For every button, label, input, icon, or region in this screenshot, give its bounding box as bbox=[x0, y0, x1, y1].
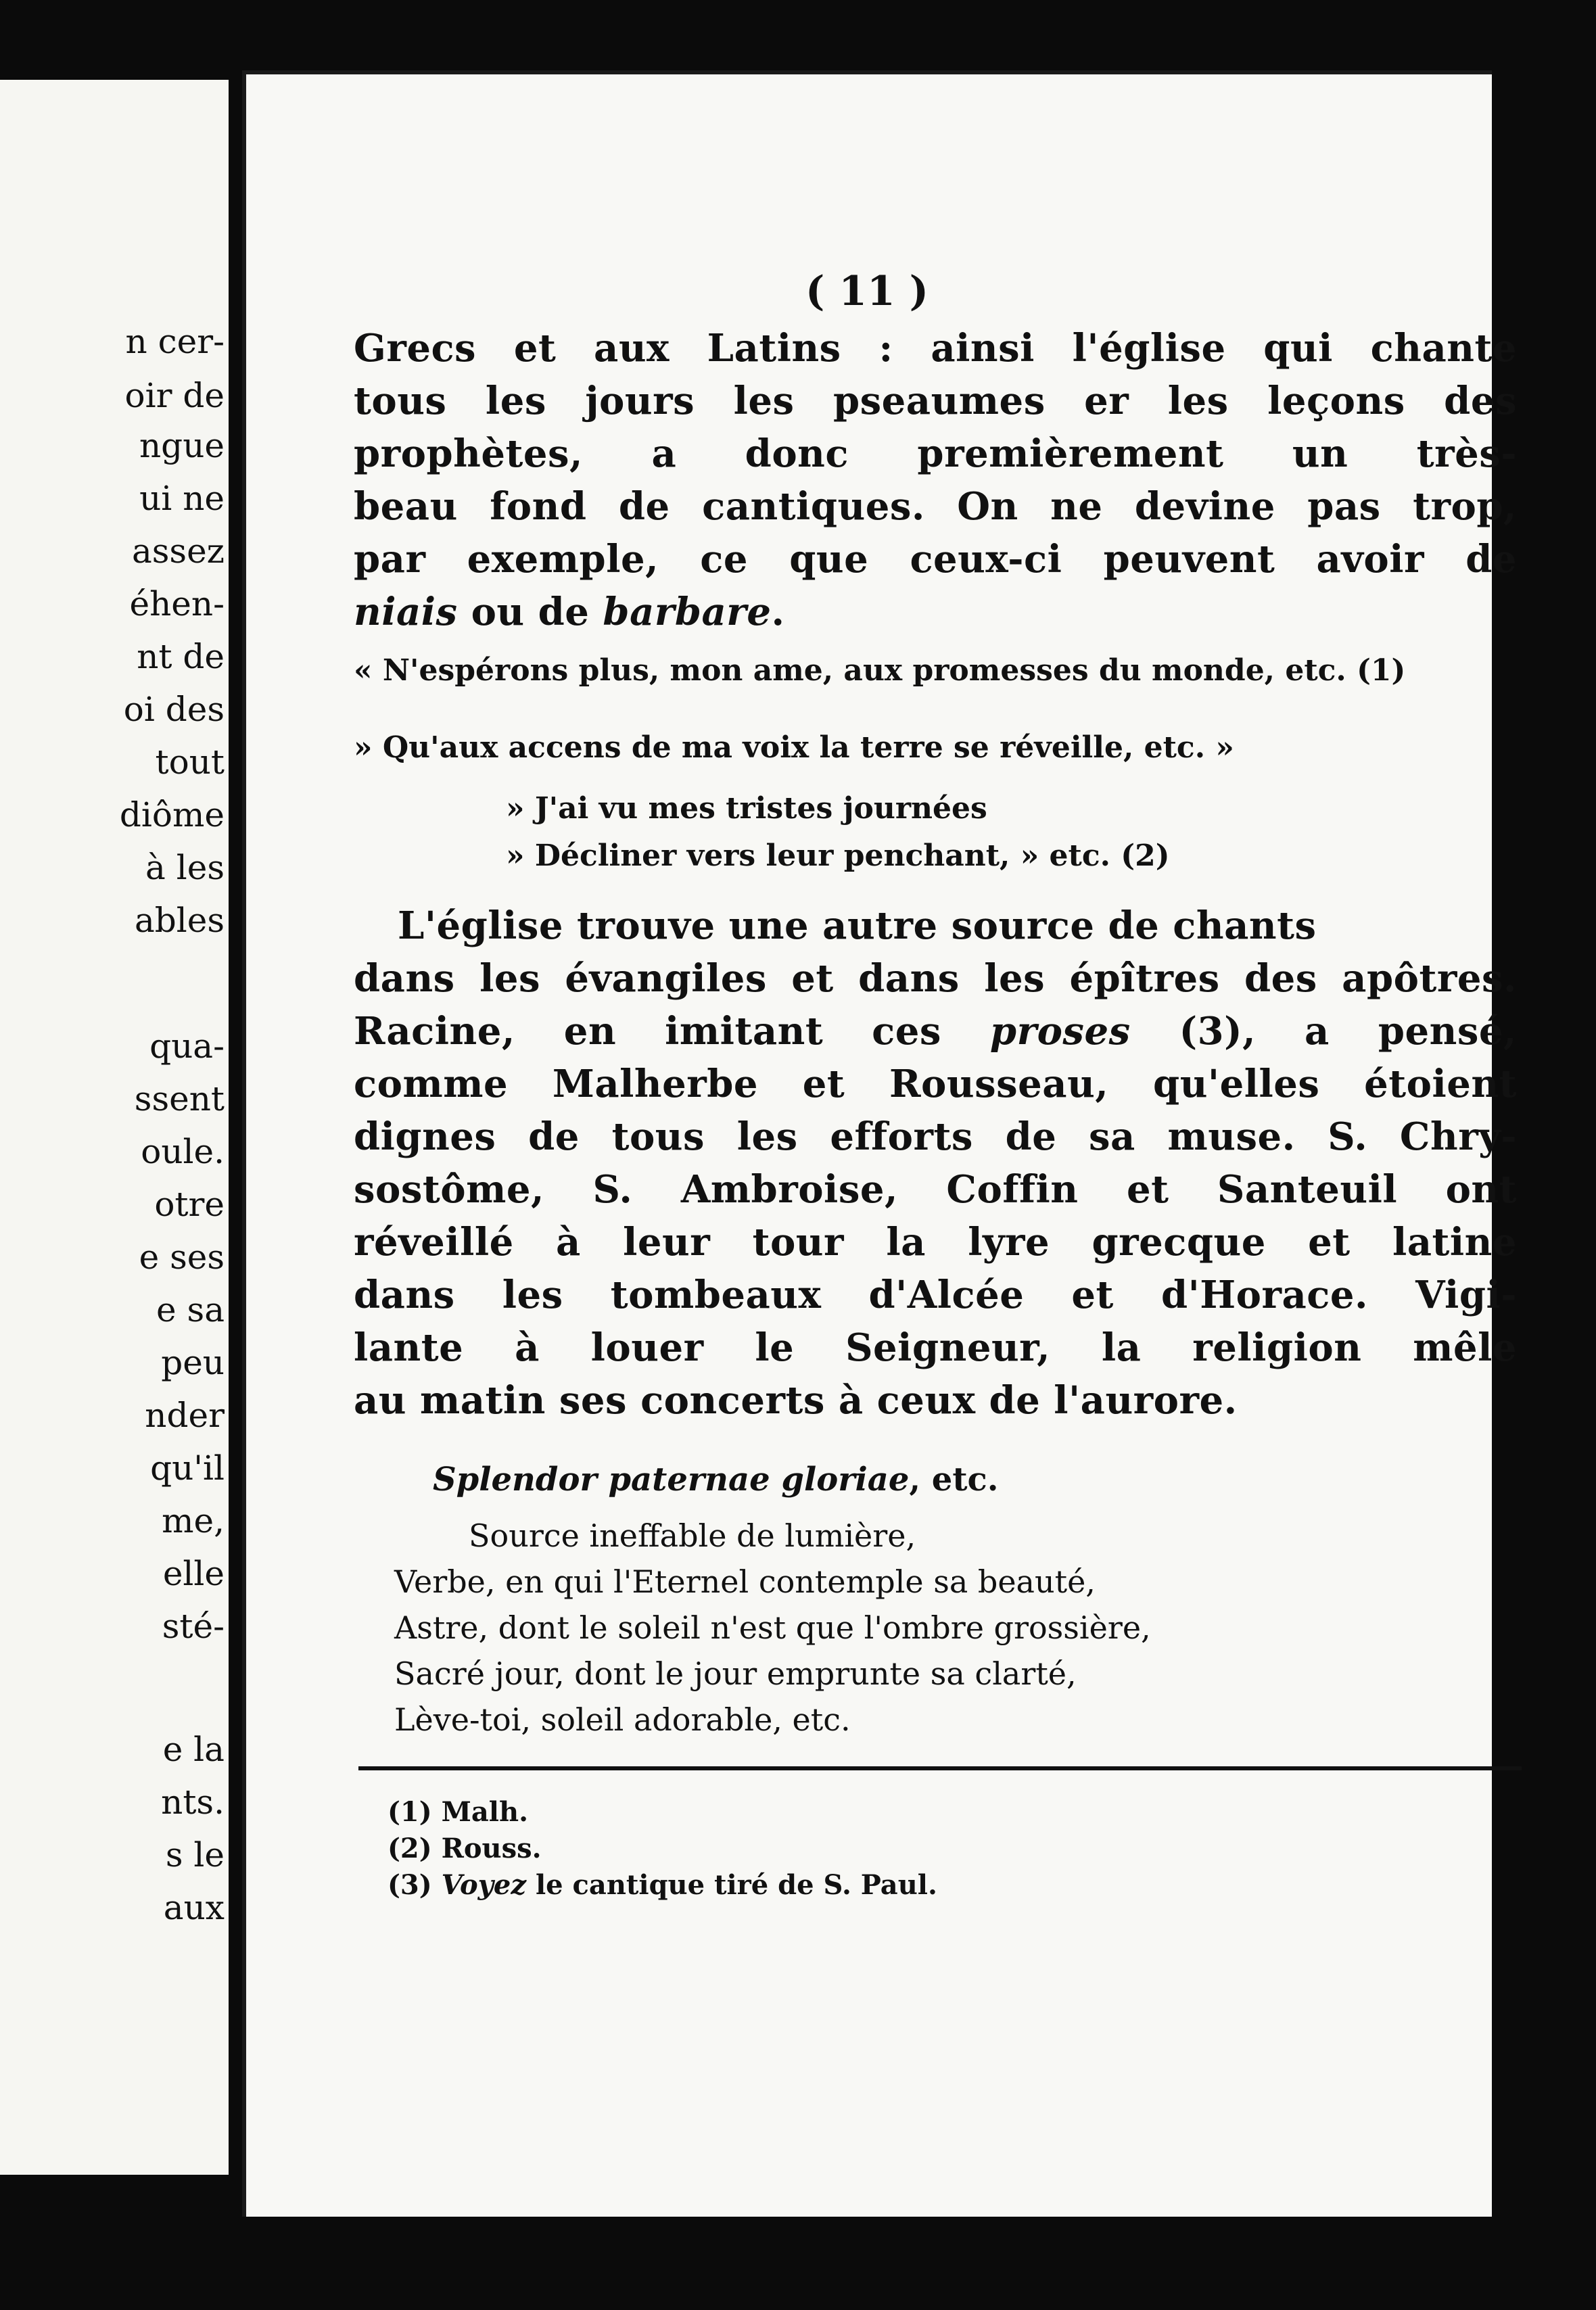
footnote-rule bbox=[358, 1766, 1522, 1770]
left-fragment: ui ne bbox=[139, 479, 225, 518]
left-fragment: ables bbox=[134, 901, 225, 940]
hymn-title-italic: Splendor paternae gloriae bbox=[433, 1461, 910, 1499]
left-fragment: nder bbox=[145, 1396, 225, 1435]
left-fragment: s le bbox=[165, 1835, 225, 1875]
left-fragment: oule. bbox=[141, 1132, 225, 1171]
left-fragment: oi des bbox=[123, 690, 225, 729]
text-line: sostôme, S. Ambroise, Coffin et Santeuil ont bbox=[354, 1167, 1517, 1212]
left-fragment: me, bbox=[162, 1501, 225, 1540]
footnote: (2) Rouss. bbox=[388, 1833, 542, 1864]
verse-quote: » Qu'aux accens de ma voix la terre se réveille, etc. » bbox=[354, 730, 1234, 765]
hymn-title bbox=[433, 1461, 998, 1499]
right-page bbox=[242, 70, 1517, 2217]
text-line: dans les tombeaux d'Alcée et d'Horace. Vigi- bbox=[354, 1273, 1517, 1317]
left-fragment: oir de bbox=[124, 376, 225, 415]
left-fragment: e la bbox=[162, 1730, 225, 1769]
left-fragment: tout bbox=[155, 742, 225, 782]
text-line: dans les évangiles et dans les épîtres des apôtres. bbox=[354, 956, 1517, 1001]
text-line: par exemple, ce que ceux-ci peuvent avoir de bbox=[354, 537, 1517, 582]
left-fragment: éhen- bbox=[129, 584, 225, 623]
text-line: dignes de tous les efforts de sa muse. S. Chry- bbox=[354, 1114, 1517, 1159]
italic-word: barbare bbox=[603, 590, 772, 634]
left-fragment: elle bbox=[162, 1554, 225, 1593]
footnote-text: le cantique tiré de S. Paul. bbox=[526, 1869, 937, 1901]
left-fragment: nt de bbox=[137, 637, 225, 676]
verse-quote: » J'ai vu mes tristes journées bbox=[506, 791, 987, 826]
left-fragment: à les bbox=[145, 848, 225, 887]
text-line-last: au matin ses concerts à ceux de l'aurore. bbox=[354, 1378, 1238, 1423]
left-fragment: qua- bbox=[149, 1027, 225, 1066]
text-line-last bbox=[354, 590, 784, 634]
page-border-left bbox=[242, 70, 246, 2217]
italic-word: niais bbox=[354, 590, 458, 634]
hymn-line: Sacré jour, dont le jour emprunte sa clarté, bbox=[394, 1655, 1077, 1692]
hymn-line: Astre, dont le soleil n'est que l'ombre grossière, bbox=[394, 1609, 1151, 1646]
left-fragment: qu'il bbox=[150, 1448, 225, 1488]
italic-word: proses bbox=[989, 1009, 1131, 1054]
text-line: Grecs et aux Latins : ainsi l'église qui chante bbox=[354, 326, 1517, 371]
left-fragment: e ses bbox=[139, 1238, 225, 1277]
text-line: beau fond de cantiques. On ne devine pas trop, bbox=[354, 484, 1517, 529]
left-fragment: nts. bbox=[161, 1783, 225, 1822]
left-fragment: aux bbox=[163, 1888, 225, 1927]
left-fragment: diôme bbox=[119, 795, 225, 834]
text-line: prophètes, a donc premièrement un très- bbox=[354, 431, 1517, 476]
left-fragment: assez bbox=[131, 532, 225, 571]
left-fragment: ssent bbox=[134, 1079, 225, 1118]
text-line: lante à louer le Seigneur, la religion mêle bbox=[354, 1325, 1517, 1370]
left-page-fragment bbox=[0, 80, 229, 2175]
text-span: . bbox=[771, 590, 785, 634]
left-fragment: ngue bbox=[139, 426, 225, 465]
text-line: comme Malherbe et Rousseau, qu'elles étoient bbox=[354, 1062, 1517, 1106]
left-fragment: e sa bbox=[156, 1290, 225, 1329]
text-span: ou de bbox=[457, 590, 603, 634]
text-line bbox=[354, 1009, 1517, 1054]
verse-quote: » Décliner vers leur penchant, » etc. (2) bbox=[506, 839, 1170, 873]
left-fragment: peu bbox=[161, 1343, 225, 1382]
text-line: réveillé à leur tour la lyre grecque et latine bbox=[354, 1220, 1517, 1265]
text-line: L'église trouve une autre source de chants bbox=[398, 903, 1317, 948]
hymn-title-rest: , etc. bbox=[909, 1461, 999, 1499]
text-span: Racine, en imitant ces bbox=[354, 1009, 990, 1054]
page-number: ( 11 ) bbox=[805, 268, 929, 315]
left-fragment: otre bbox=[154, 1185, 225, 1224]
hymn-line: Lève-toi, soleil adorable, etc. bbox=[394, 1701, 851, 1738]
left-fragment: sté- bbox=[162, 1607, 225, 1646]
italic-word: Voyez bbox=[441, 1869, 527, 1901]
left-fragment: n cer- bbox=[125, 322, 225, 361]
footnote bbox=[388, 1869, 937, 1901]
footnote: (1) Malh. bbox=[388, 1796, 529, 1828]
text-span: (3), a pensé, bbox=[1130, 1009, 1517, 1054]
hymn-line: Verbe, en qui l'Eternel contemple sa beauté, bbox=[394, 1563, 1096, 1600]
verse-quote: « N'espérons plus, mon ame, aux promesses du monde, etc. (1) bbox=[354, 653, 1406, 688]
hymn-line: Source ineffable de lumière, bbox=[469, 1517, 916, 1554]
page-border-top bbox=[242, 70, 1492, 74]
text-line: tous les jours les pseaumes er les leçons des bbox=[354, 379, 1517, 423]
footnote-number: (3) bbox=[388, 1869, 442, 1901]
